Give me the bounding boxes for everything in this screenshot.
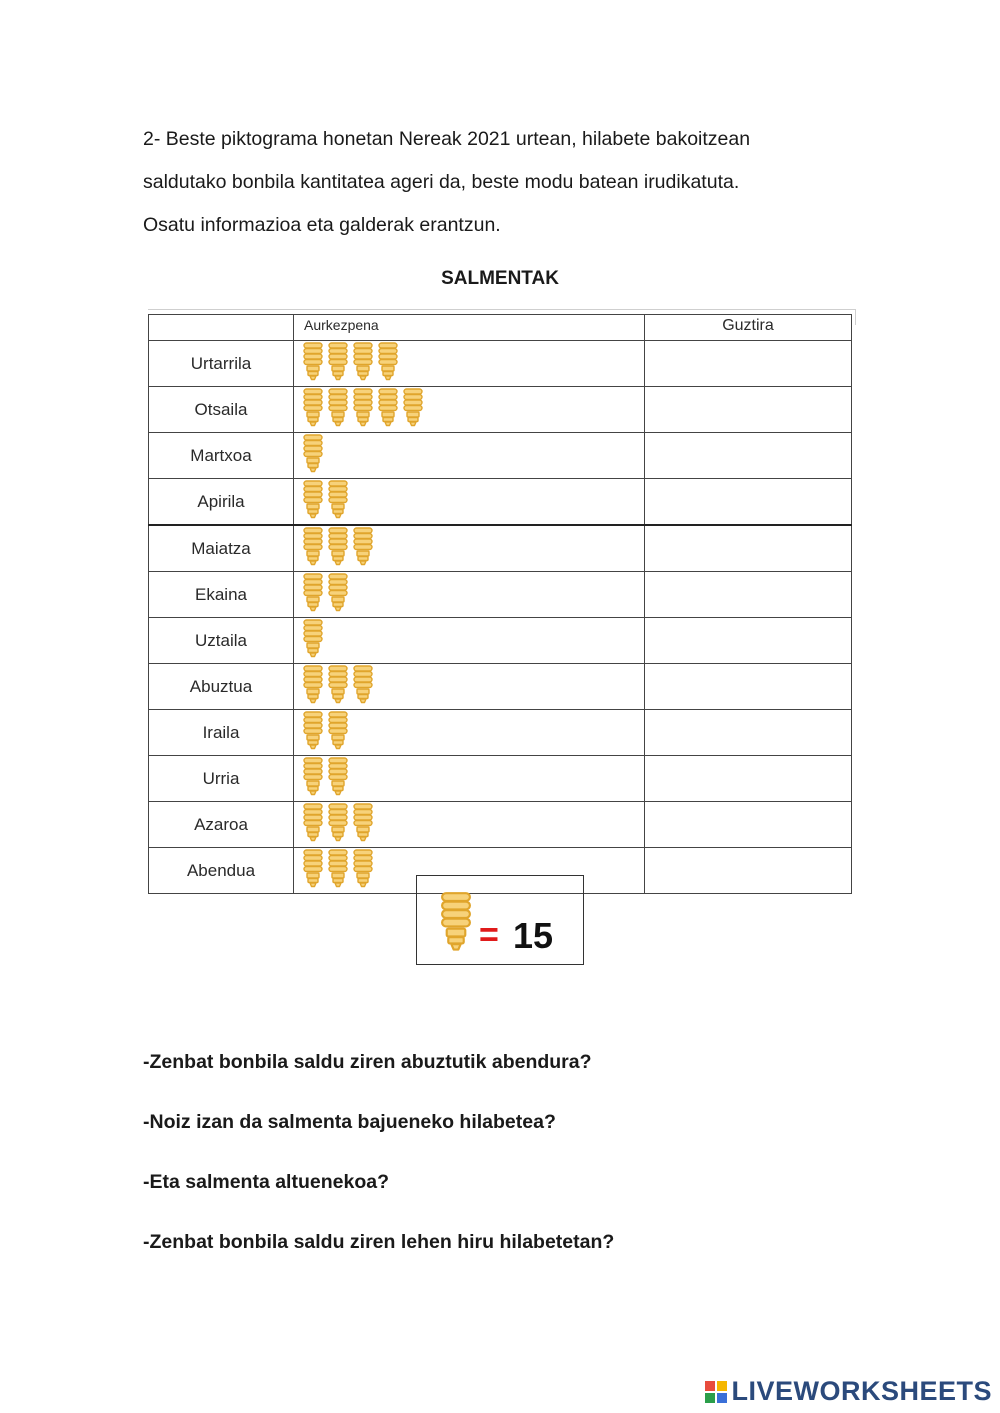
bulb-presentation-cell: [294, 710, 645, 756]
light-bulb-icon: [402, 387, 424, 432]
light-bulb-icon: [352, 848, 374, 893]
total-answer-cell[interactable]: [645, 802, 852, 848]
table-row: [149, 756, 852, 802]
table-row: [149, 525, 852, 572]
bulb-presentation-cell: [294, 756, 645, 802]
key-equals: =: [479, 916, 499, 954]
month-label: Ekaina: [149, 572, 294, 618]
light-bulb-icon: [327, 572, 349, 617]
table-row: [149, 618, 852, 664]
month-label: Apirila: [149, 479, 294, 526]
light-bulb-icon: [327, 710, 349, 755]
total-answer-cell[interactable]: [645, 710, 852, 756]
total-answer-cell[interactable]: [645, 479, 852, 526]
question-2: -Noiz izan da salmenta bajueneko hilabetea?: [143, 1111, 556, 1133]
liveworksheets-logo: [705, 1376, 992, 1407]
bulb-presentation-cell: [294, 664, 645, 710]
logo-square: [705, 1381, 715, 1391]
light-bulb-icon: [327, 848, 349, 893]
table-row: [149, 341, 852, 387]
light-bulb-icon: [302, 387, 324, 432]
bulb-presentation-cell: [294, 525, 645, 572]
light-bulb-icon: [327, 479, 349, 524]
logo-icon: [705, 1381, 727, 1403]
table-row: [149, 479, 852, 526]
table-frame-line: [855, 309, 856, 325]
table-row: [149, 710, 852, 756]
total-answer-cell[interactable]: [645, 525, 852, 572]
instructions-line-3: Osatu informazioa eta galderak erantzun.: [143, 214, 501, 236]
table-row: [149, 802, 852, 848]
total-answer-cell[interactable]: [645, 848, 852, 894]
month-label: Urria: [149, 756, 294, 802]
light-bulb-icon: [302, 572, 324, 617]
table-row: [149, 387, 852, 433]
month-label: Abuztua: [149, 664, 294, 710]
light-bulb-icon: [302, 618, 324, 663]
table-row: [149, 433, 852, 479]
logo-text: LIVEWORKSHEETS: [731, 1376, 992, 1406]
instructions-line-2: saldutako bonbila kantitatea ageri da, beste modu batean irudikatuta.: [143, 171, 740, 193]
light-bulb-icon: [352, 341, 374, 386]
light-bulb-icon: [327, 756, 349, 801]
table-row: [149, 572, 852, 618]
month-label: Abendua: [149, 848, 294, 894]
light-bulb-icon: [302, 526, 324, 571]
month-label: Azaroa: [149, 802, 294, 848]
table-title: SALMENTAK: [441, 268, 559, 289]
light-bulb-icon: [377, 341, 399, 386]
light-bulb-icon: [352, 387, 374, 432]
light-bulb-icon: [352, 802, 374, 847]
total-answer-cell[interactable]: [645, 618, 852, 664]
total-answer-cell[interactable]: [645, 572, 852, 618]
table-header-row: [149, 315, 852, 341]
light-bulb-icon: [327, 341, 349, 386]
question-4: -Zenbat bonbila saldu ziren lehen hiru hilabetetan?: [143, 1231, 615, 1253]
light-bulb-icon: [302, 341, 324, 386]
bulb-presentation-cell: [294, 387, 645, 433]
table-frame-line: [148, 309, 856, 310]
pictogram-key: [416, 875, 584, 965]
light-bulb-icon: [302, 802, 324, 847]
month-label: Martxoa: [149, 433, 294, 479]
light-bulb-icon: [302, 710, 324, 755]
light-bulb-icon: [377, 387, 399, 432]
header-month-cell: [149, 315, 294, 341]
light-bulb-icon: [327, 664, 349, 709]
key-value: 15: [513, 915, 554, 956]
total-answer-cell[interactable]: [645, 664, 852, 710]
light-bulb-icon: [302, 433, 324, 478]
total-answer-cell[interactable]: [645, 387, 852, 433]
light-bulb-icon: [327, 387, 349, 432]
question-3: -Eta salmenta altuenekoa?: [143, 1171, 389, 1193]
pictogram-table: [148, 314, 852, 894]
month-label: Uztaila: [149, 618, 294, 664]
month-label: Iraila: [149, 710, 294, 756]
instructions-line-1: 2- Beste piktograma honetan Nereak 2021 urtean, hilabete bakoitzean: [143, 128, 751, 150]
question-1: -Zenbat bonbila saldu ziren abuztutik abendura?: [143, 1051, 592, 1073]
bulb-presentation-cell: [294, 479, 645, 526]
month-label: Otsaila: [149, 387, 294, 433]
light-bulb-icon: [302, 756, 324, 801]
light-bulb-icon: [352, 664, 374, 709]
logo-square: [717, 1381, 727, 1391]
bulb-presentation-cell: [294, 341, 645, 387]
bulb-presentation-cell: [294, 802, 645, 848]
light-bulb-icon: [302, 479, 324, 524]
instructions: [143, 118, 863, 247]
table-row: [149, 664, 852, 710]
light-bulb-icon: [327, 802, 349, 847]
month-label: Urtarrila: [149, 341, 294, 387]
logo-square: [705, 1393, 715, 1403]
bulb-presentation-cell: [294, 433, 645, 479]
light-bulb-icon: [439, 890, 473, 957]
total-answer-cell[interactable]: [645, 341, 852, 387]
month-label: Maiatza: [149, 525, 294, 572]
light-bulb-icon: [352, 526, 374, 571]
total-answer-cell[interactable]: [645, 433, 852, 479]
logo-square: [717, 1393, 727, 1403]
questions: [143, 1050, 614, 1290]
total-answer-cell[interactable]: [645, 756, 852, 802]
header-presentation: Aurkezpena: [294, 315, 645, 341]
light-bulb-icon: [302, 848, 324, 893]
light-bulb-icon: [327, 526, 349, 571]
light-bulb-icon: [302, 664, 324, 709]
bulb-presentation-cell: [294, 572, 645, 618]
header-total: Guztira: [645, 315, 852, 341]
bulb-presentation-cell: [294, 618, 645, 664]
